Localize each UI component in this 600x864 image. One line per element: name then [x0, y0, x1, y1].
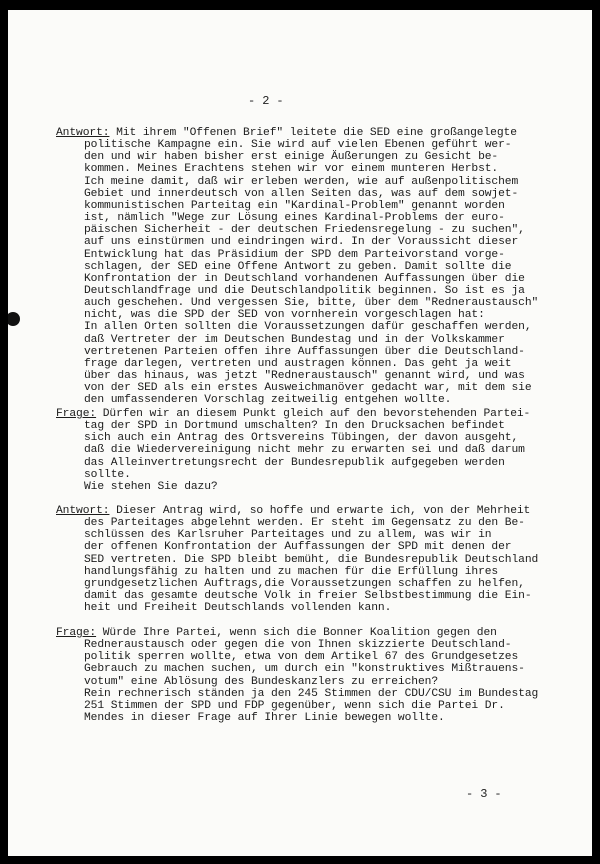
paragraph-line: 251 Stimmen der SPD und FDP gegenüber, wenn sich die Partei Dr. — [84, 699, 505, 712]
paragraph-line: daß die Wiedervereinigung nicht mehr zu erwarten sei und daß darum — [84, 444, 525, 457]
paragraph-line: kommen. Meines Erachtens stehen wir vor einem munteren Herbst. — [84, 163, 499, 176]
paragraph-line: päischen Sicherheit - der deutschen Friedensregelung - zu suchen", — [84, 224, 525, 237]
paragraph-line: sollte. — [84, 468, 131, 481]
paragraph-line: schlüssen des Karlsruher Parteitages und zu allem, was wir in — [84, 529, 492, 542]
speaker-label: Antwort: — [56, 505, 110, 517]
paragraph-line: kommunistischen Parteitag ein "Kardinal-Problem" genannt worden — [84, 199, 505, 212]
paragraph-line: das Alleinvertretungsrecht der Bundesrepublik aufgegeben werden — [84, 456, 505, 469]
paragraph-line: damit das gesamte deutsche Volk in freier Selbstbestimmung die Ein- — [84, 590, 532, 603]
paragraph-first-line — [56, 505, 530, 517]
paragraph-line: von der SED als ein erstes Ausweichmanöver gedacht war, mit dem sie — [84, 382, 532, 395]
paragraph-line: Deutschlandfrage und die Deutschlandpolitik beginnen. So ist es ja — [84, 284, 525, 297]
paragraph-line: Redneraustausch oder gegen die von Ihnen skizzierte Deutschland- — [84, 639, 512, 652]
paragraph-line: des Parteitages abgelehnt werden. Er steht im Gegensatz zu den Be- — [84, 517, 525, 530]
page-number: - 2 - — [248, 94, 284, 108]
paragraph-line: der offenen Konfrontation der Auffassungen der SPD mit denen der — [84, 541, 512, 554]
paragraph-line: In allen Orten sollten die Voraussetzungen dafür geschaffen werden, — [84, 321, 532, 334]
paragraph-text: Dürfen wir an diesem Punkt gleich auf den bevorstehenden Partei- — [96, 408, 531, 420]
punch-hole — [8, 312, 20, 326]
paragraph-line: votum" eine Ablösung des Bundeskanzlers zu erreichen? — [84, 675, 438, 688]
paragraph-text: Dieser Antrag wird, so hoffe und erwarte ich, von der Mehrheit — [109, 505, 531, 517]
paragraph-line: Ich meine damit, daß wir erleben werden, wie auf außenpolitischem — [84, 175, 519, 188]
paragraph-text: Mit ihrem "Offenen Brief" leitete die SED eine großangelegte — [109, 127, 517, 139]
paragraph-line: sich auch ein Antrag des Ortsvereins Tübingen, der davon ausgeht, — [84, 432, 519, 445]
paragraph-line: nicht, was die SPD der SED von vornherein vorgeschlagen hat: — [84, 309, 485, 322]
paragraph-line: Entwicklung hat das Präsidium der SPD dem Parteivorstand vorge- — [84, 248, 505, 261]
paragraph-line: ist, nämlich "Wege zur Lösung eines Kardinal-Problems der euro- — [84, 212, 505, 225]
speaker-label: Frage: — [56, 627, 97, 639]
paragraph-line: auf uns einstürmen und eindringen wird. In der Voraussicht dieser — [84, 236, 519, 249]
paragraph-line: tag der SPD in Dortmund umschalten? In den Drucksachen befindet — [84, 420, 505, 433]
speaker-label: Frage: — [56, 408, 97, 420]
paragraph-line: schlagen, der SED eine Offene Antwort zu geben. Damit sollte die — [84, 260, 512, 273]
paragraph-line: heit und Freiheit Deutschlands vollenden kann. — [84, 602, 392, 615]
paragraph-line: über das hinaus, was jetzt "Redneraustausch" genannt wird, und was — [84, 370, 525, 382]
paragraph-line: den und wir haben bisher erst einige Äußerungen zu Gesicht be- — [84, 151, 499, 164]
paragraph-line: SED vertreten. Die SPD bleibt bemüht, die Bundesrepublik Deutschland — [84, 553, 539, 566]
paragraph-line: grundgesetzlichen Auftrags,die Voraussetzungen schaffen zu helfen, — [84, 577, 525, 590]
paragraph-line: den umfassenderen Vorschlag zeitweilig entgehen wollte. — [84, 394, 452, 407]
paragraph-line: frage darlegen, vertreten und austragen können. Das geht ja weit — [84, 357, 512, 370]
paragraph-first-line — [56, 127, 517, 139]
paragraph-line: Rein rechnerisch ständen ja den 245 Stimmen der CDU/CSU im Bundestag — [84, 687, 539, 700]
paragraph-first-line — [56, 408, 530, 420]
paragraph-first-line — [56, 627, 497, 639]
paragraph-line: vertretenen Parteien offen ihre Auffassungen über die Deutschland- — [84, 345, 525, 358]
paragraph-line: handlungsfähig zu halten und zu machen für die Erfüllung ihres — [84, 565, 499, 578]
paragraph-line: politische Kampagne ein. Sie wird auf vielen Ebenen geführt wer- — [84, 139, 512, 152]
speaker-label: Antwort: — [56, 127, 110, 139]
paragraph-line: auch geschehen. Und vergessen Sie, bitte, über dem "Redneraustausch" — [84, 297, 539, 310]
paragraph-text: Würde Ihre Partei, wenn sich die Bonner Koalition gegen den — [96, 627, 497, 639]
paragraph-line: Gebiet und innerdeutsch von allen Seiten das, was auf dem sowjet- — [84, 187, 519, 200]
document-page — [8, 10, 592, 856]
next-page-marker: - 3 - — [466, 787, 502, 801]
paragraph-line: Mendes in dieser Frage auf Ihrer Linie bewegen wollte. — [84, 712, 445, 725]
paragraph-line: Gebrauch zu machen suchen, um durch ein "konstruktives Mißtrauens- — [84, 663, 525, 676]
paragraph-line: daß Vertreter der im Deutschen Bundestag und in der Volkskammer — [84, 333, 505, 346]
paragraph-line: politik sperren wollte, etwa von dem Artikel 67 des Grundgesetzes — [84, 651, 519, 664]
paragraph-line: Wie stehen Sie dazu? — [84, 480, 218, 493]
paragraph-line: Konfrontation der in Deutschland vorhandenen Auffassungen über die — [84, 272, 525, 285]
